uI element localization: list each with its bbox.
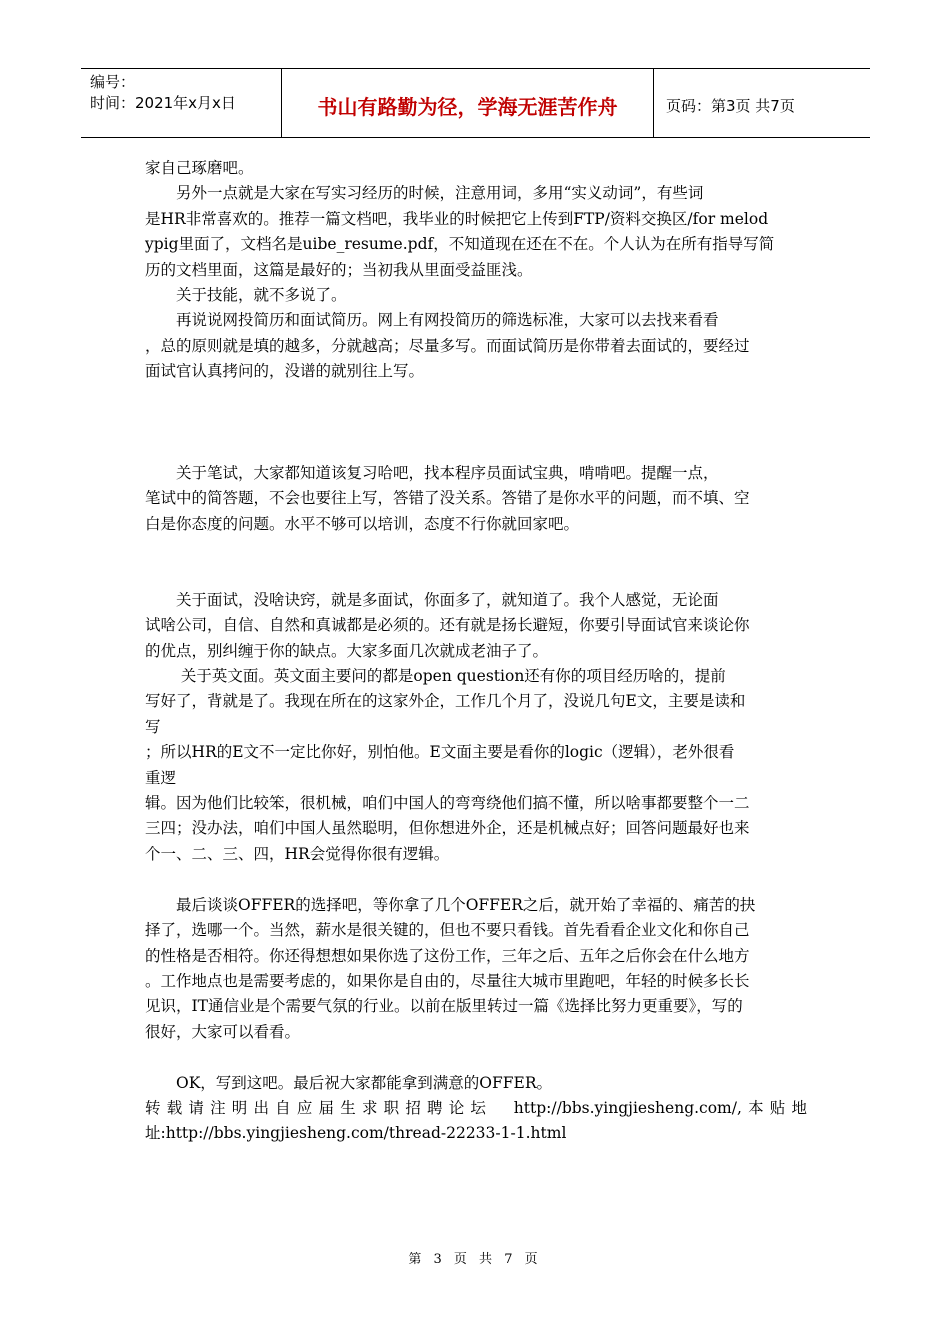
- page-header: [81, 68, 870, 138]
- body-line: 写: [145, 717, 161, 736]
- page-footer: 第 3 页 共 7 页: [408, 1252, 542, 1267]
- body-line: 关于面试，没啥诀窍，就是多面试，你面多了，就知道了。我个人感觉，无论面: [145, 590, 719, 609]
- body-line: 址:http://bbs.yingjiesheng.com/thread-22233-1-1.html: [145, 1124, 567, 1143]
- body-line: 写好了，背就是了。我现在所在的这家外企，工作几个月了，没说几句E文，主要是读和: [145, 692, 746, 711]
- blank-line: [145, 410, 807, 435]
- body-line: 关于技能，就不多说了。: [145, 286, 347, 305]
- body-line: 转载请注明出自应届生求职招聘论坛 http://bbs.yingjiesheng.com/,本贴地: [145, 1098, 807, 1117]
- body-line: 笔试中的简答题，不会也要往上写，答错了没关系。答错了是你水平的问题，而不填、空: [145, 489, 750, 508]
- header-page-info: 页码：第3页 共7页: [666, 96, 795, 115]
- body-line: 另外一点就是大家在写实习经历的时候，注意用词，多用“实义动词”，有些词: [145, 184, 704, 203]
- body-line: 白是你态度的问题。水平不够可以培训，态度不行你就回家吧。: [145, 514, 580, 533]
- body-line: 见识，IT通信业是个需要气氛的行业。以前在版里转过一篇《选择比努力更重要》，写的: [145, 997, 743, 1016]
- body-line: 关于笔试，大家都知道该复习哈吧，找本程序员面试宝典，啃啃吧。提醒一点，: [145, 463, 719, 482]
- body-line: 面试官认真拷问的，没谱的就别往上写。: [145, 362, 425, 381]
- body-line: OK，写到这吧。最后祝大家都能拿到满意的OFFER。: [145, 1073, 552, 1092]
- body-line: 。工作地点也是需要考虑的，如果你是自由的，尽量往大城市里跑吧，年轻的时候多长长: [145, 971, 750, 990]
- body-line: 的性格是否相符。你还得想想如果你选了这份工作，三年之后、五年之后你会在什么地方: [145, 946, 750, 965]
- body-line: 辑。因为他们比较笨，很机械，咱们中国人的弯弯绕他们搞不懂，所以啥事都要整个一二: [145, 794, 750, 813]
- body-line: 最后谈谈OFFER的选择吧，等你拿了几个OFFER之后，就开始了幸福的、痛苦的抉: [145, 895, 756, 914]
- blank-line: [145, 562, 807, 587]
- body-line: ，总的原则就是填的越多，分就越高；尽量多写。而面试简历是你带着去面试的，要经过: [145, 336, 750, 355]
- body-line: 很好，大家可以看看。: [145, 1022, 301, 1041]
- body-line: ypig里面了，文档名是uibe_resume.pdf，不知道现在还在不在。个人认为在所有指导写简: [145, 235, 775, 254]
- blank-line: [145, 435, 807, 460]
- body-line: 再说说网投简历和面试简历。网上有网投简历的筛选标准，大家可以去找来看看: [145, 311, 719, 330]
- document-time-label: 时间：2021年x月x日: [90, 94, 236, 112]
- blank-line: [145, 385, 807, 410]
- body-line: 个一、二、三、四，HR会觉得你很有逻辑。: [145, 844, 450, 863]
- blank-line: [145, 867, 807, 892]
- header-motto: 书山有路勤为径，学海无涯苦作舟: [282, 69, 654, 137]
- document-number-label: 编号：: [90, 73, 136, 91]
- body-line: 关于英文面。英文面主要问的都是open question还有你的项目经历啥的，提前: [145, 667, 726, 686]
- body-line: 的优点，别纠缠于你的缺点。大家多面几次就成老油子了。: [145, 641, 549, 660]
- blank-line: [145, 1045, 807, 1070]
- body-line: 择了，选哪一个。当然，薪水是很关键的，但也不要只看钱。首先看看企业文化和你自己: [145, 921, 750, 940]
- document-body: [145, 156, 807, 1147]
- header-meta: [81, 69, 282, 137]
- body-line: 三四；没办法，咱们中国人虽然聪明，但你想进外企，还是机械点好；回答问题最好也来: [145, 819, 750, 838]
- body-line: 试啥公司，自信、自然和真诚都是必须的。还有就是扬长避短，你要引导面试官来谈论你: [145, 616, 750, 635]
- body-line: 重逻: [145, 768, 177, 787]
- blank-line: [145, 537, 807, 562]
- body-line: 历的文档里面，这篇是最好的；当初我从里面受益匪浅。: [145, 260, 533, 279]
- body-line: 是HR非常喜欢的。推荐一篇文档吧，我毕业的时候把它上传到FTP/资料交换区/for melod: [145, 209, 769, 228]
- body-line: 家自己琢磨吧。: [145, 159, 254, 177]
- body-line: ；所以HR的E文不一定比你好，别怕他。E文面主要是看你的logic（逻辑），老外很看: [145, 743, 735, 762]
